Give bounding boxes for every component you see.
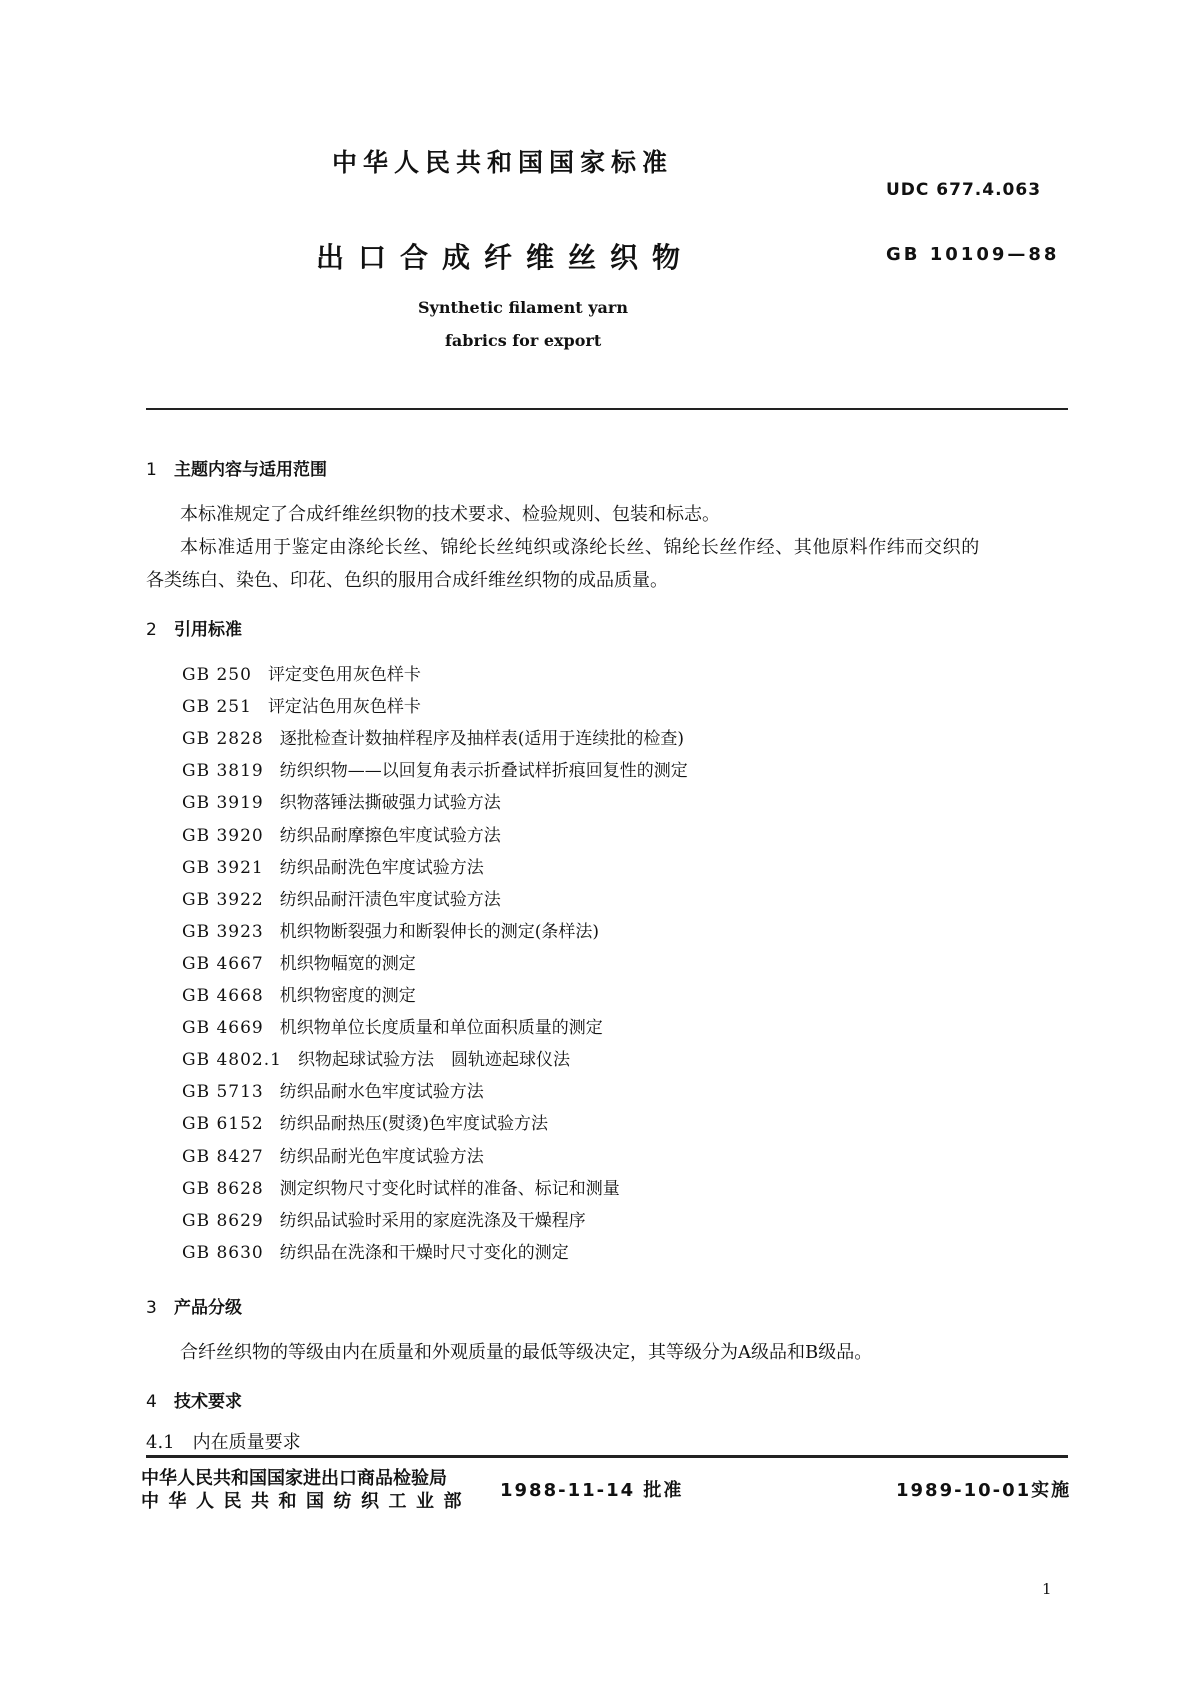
reference-title: 纺织品在洗涤和干燥时尺寸变化的测定: [279, 1242, 569, 1263]
effective-date: 1989-10-01实施: [896, 1480, 1072, 1501]
reference-item: [182, 788, 501, 813]
reference-title: 机织物单位长度质量和单位面积质量的测定: [279, 1018, 603, 1039]
reference-item: [182, 1206, 586, 1231]
reference-title: 机织物密度的测定: [279, 986, 416, 1006]
document-title: 出口合成纤维丝织物: [316, 241, 695, 274]
reference-title: 织物起球试验方法 圆轨迹起球仪法: [297, 1050, 570, 1071]
reference-code: GB 8427: [182, 1146, 264, 1167]
reference-item: [182, 756, 688, 781]
reference-title: 纺织品耐摩擦色牢度试验方法: [279, 825, 501, 846]
reference-code: GB 5713: [182, 1082, 264, 1103]
reference-code: GB 8629: [182, 1210, 264, 1231]
approval-date: 1988-11-14 批准: [500, 1480, 684, 1501]
header-divider: [146, 408, 1068, 410]
reference-title: 评定沾色用灰色样卡: [267, 697, 421, 718]
paragraph: 合纤丝织物的等级由内在质量和外观质量的最低等级决定，其等级分为A级品和B级品。: [180, 1342, 873, 1363]
standard-number: GB 10109—88: [886, 244, 1060, 265]
section-4-heading: 4 技术要求: [146, 1392, 242, 1412]
page-number: 1: [1042, 1580, 1052, 1598]
section-3-heading: 3 产品分级: [146, 1298, 242, 1318]
reference-title: 评定变色用灰色样卡: [267, 665, 421, 685]
reference-item: [182, 724, 684, 749]
issuer-1: 中华人民共和国国家进出口商品检验局: [141, 1468, 447, 1489]
reference-code: GB 3919: [182, 793, 264, 814]
standard-organization: 中华人民共和国国家标准: [332, 148, 674, 177]
reference-title: 纺织品试验时采用的家庭洗涤及干燥程序: [279, 1210, 586, 1231]
reference-title: 机织物幅宽的测定: [279, 953, 416, 974]
section-1-heading: 1 主题内容与适用范围: [146, 460, 327, 480]
reference-item: [182, 1174, 620, 1199]
issuer-2: 中华人民共和国纺织工业部: [141, 1491, 471, 1512]
reference-item: [182, 917, 599, 942]
reference-code: GB 4667: [182, 953, 264, 974]
reference-code: GB 2828: [182, 729, 264, 750]
footer-divider: [146, 1455, 1068, 1458]
english-title-line1: Synthetic filament yarn: [418, 298, 628, 317]
reference-item: [182, 1045, 570, 1070]
reference-title: 纺织品耐汗渍色牢度试验方法: [279, 889, 501, 910]
reference-item: [182, 885, 501, 910]
paragraph: 各类练白、染色、印花、色织的服用合成纤维丝织物的成品质量。: [146, 570, 668, 591]
reference-item: [182, 1109, 548, 1134]
reference-code: GB 3819: [182, 761, 264, 782]
paragraph: 本标准规定了合成纤维丝织物的技术要求、检验规则、包装和标志。: [180, 504, 720, 525]
reference-title: 测定织物尺寸变化时试样的准备、标记和测量: [279, 1178, 620, 1199]
reference-title: 逐批检查计数抽样程序及抽样表(适用于连续批的检查): [279, 729, 685, 750]
reference-item: [182, 660, 421, 685]
subsection-4-1: 4.1 内在质量要求: [146, 1432, 301, 1453]
reference-item: [182, 821, 501, 846]
reference-item: [182, 981, 416, 1006]
reference-item: [182, 692, 421, 717]
reference-title: 织物落锤法撕破强力试验方法: [279, 793, 501, 814]
reference-code: GB 6152: [182, 1114, 264, 1135]
reference-item: [182, 1142, 484, 1167]
reference-title: 纺织品耐洗色牢度试验方法: [279, 857, 484, 878]
english-title-line2: fabrics for export: [445, 331, 602, 350]
reference-item: [182, 949, 416, 974]
reference-code: GB 4802.1: [182, 1050, 282, 1071]
reference-title: 机织物断裂强力和断裂伸长的测定(条样法): [279, 921, 600, 942]
reference-code: GB 250: [182, 665, 252, 685]
reference-title: 纺织品耐热压(熨烫)色牢度试验方法: [279, 1114, 549, 1135]
reference-code: GB 3920: [182, 825, 264, 846]
reference-item: [182, 1077, 484, 1102]
reference-code: GB 4669: [182, 1018, 264, 1039]
reference-item: [182, 853, 484, 878]
reference-code: GB 3922: [182, 889, 264, 910]
reference-code: GB 251: [182, 697, 252, 718]
reference-code: GB 8628: [182, 1178, 264, 1199]
section-2-heading: 2 引用标准: [146, 620, 242, 640]
udc-number: UDC 677.4.063: [886, 180, 1042, 200]
reference-item: [182, 1013, 603, 1038]
reference-code: GB 8630: [182, 1242, 264, 1263]
reference-title: 纺织织物——以回复角表示折叠试样折痕回复性的测定: [279, 761, 688, 782]
reference-item: [182, 1238, 569, 1263]
reference-code: GB 3923: [182, 921, 264, 942]
paragraph: 本标准适用于鉴定由涤纶长丝、锦纶长丝纯织或涤纶长丝、锦纶长丝作经、其他原料作纬而交织的: [180, 537, 980, 558]
reference-title: 纺织品耐水色牢度试验方法: [279, 1082, 484, 1103]
reference-code: GB 4668: [182, 986, 264, 1006]
reference-title: 纺织品耐光色牢度试验方法: [279, 1146, 484, 1167]
reference-code: GB 3921: [182, 857, 264, 878]
